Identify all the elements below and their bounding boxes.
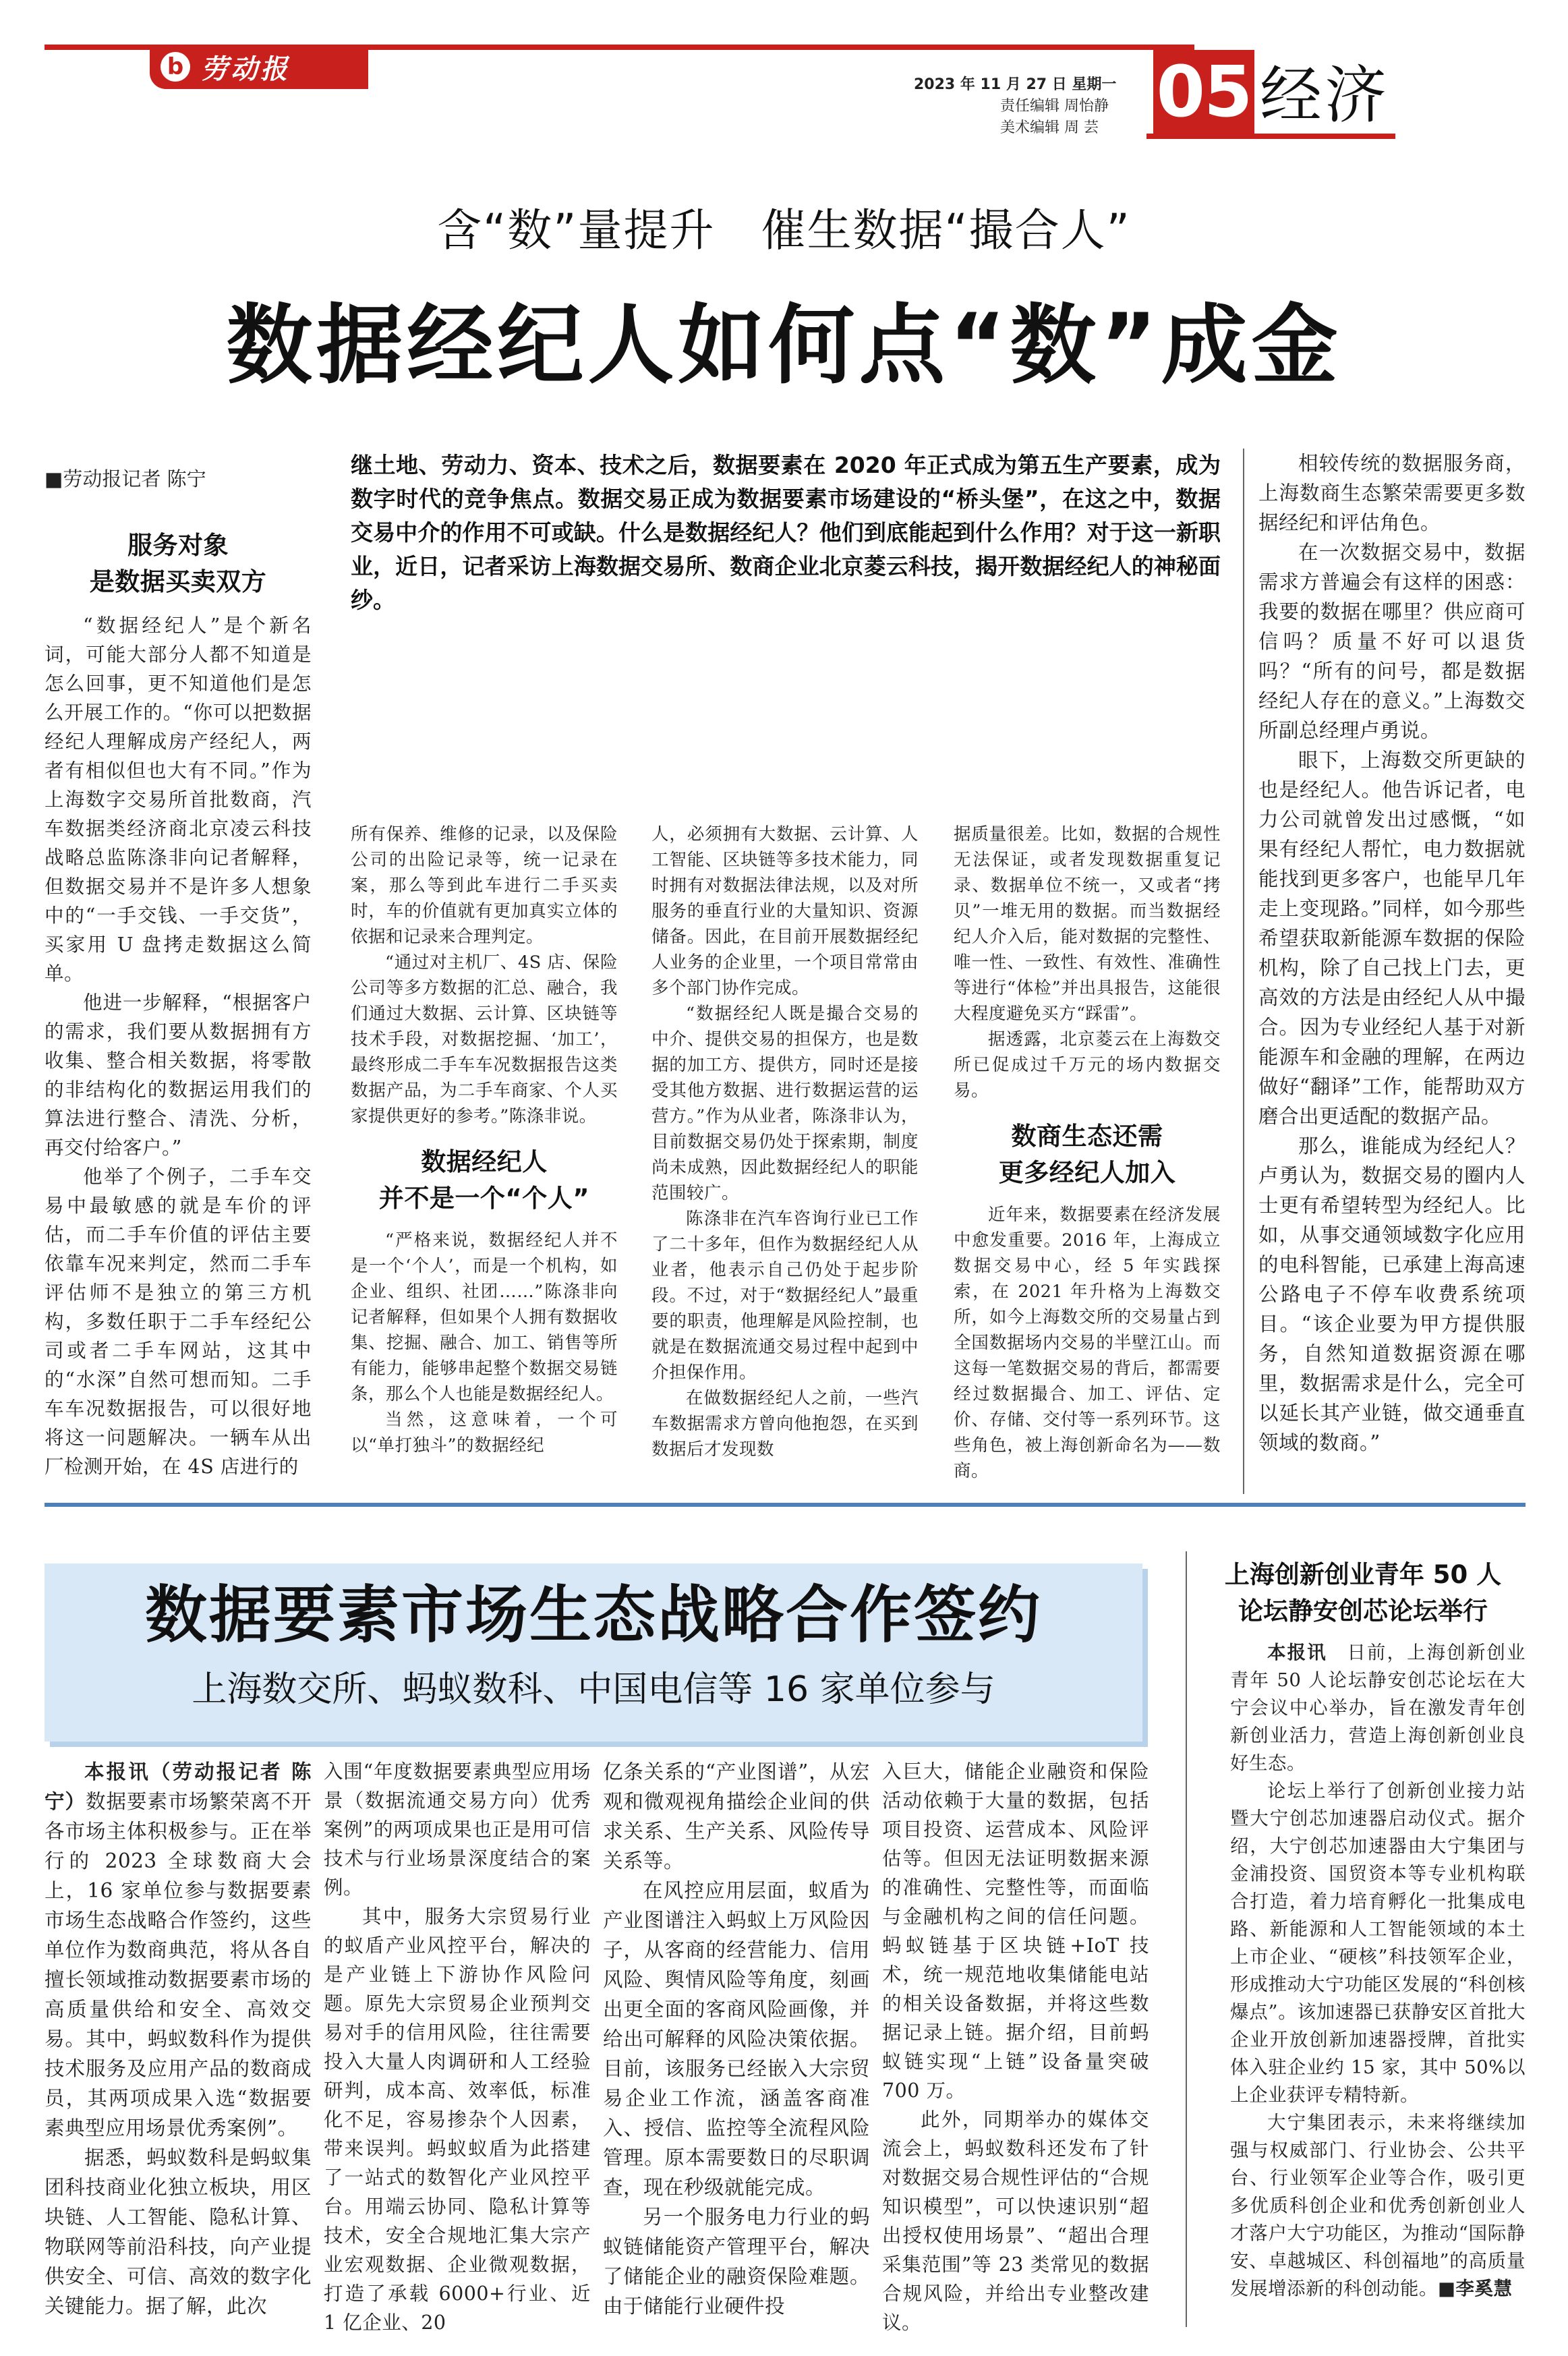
paragraph: 所有保养、维修的记录，以及保险公司的出险记录等，统一记录在案，那么等到此车进行二手买卖时，车的价值就有更加真实立体的依据和记录来合理判定。 [351, 824, 618, 947]
paragraph: 入围“年度数据要素典型应用场景（数据流通交易方向）优秀案例”的两项成果也正是用可信技术与行业场景深度结合的案例。 [324, 1760, 591, 1899]
editor-line: 责任编辑 周怡静 [1000, 98, 1109, 115]
paragraph: 当然，这意味着，一个可以“单打独斗”的数据经纪 [351, 1410, 618, 1456]
masthead-info [914, 74, 1143, 139]
paragraph: 那么，谁能成为经纪人？卢勇认为，数据交易的圈内人士更有希望转型为经纪人。比如，从事交通领域数字化应用的电科智能，已承建上海高速公路电子不停车收费系统项目。“该企业要为甲方提供服务，自然知道数据资源在哪里，数据需求是什么，完全可以延长其产业链，做交通垂直领域的数商。” [1258, 1134, 1526, 1454]
article2-column-4 [882, 1757, 1149, 2337]
paragraph: 在做数据经纪人之前，一些汽车数据需求方曾向他抱怨，在买到数据后才发现数 [651, 1388, 919, 1460]
paragraph: 论坛上举行了创新创业接力站暨大宁创芯加速器启动仪式。据介绍，大宁创芯加速器由大宁集团与金浦投资、国贸资本等专业机构联合打造，着力培育孵化一批集成电路、新能源和人工智能领域的本土上市企业、“硬核”科技领军企业，形成推动大宁功能区发展的“科创核爆点”。该加速器已获静安区首批大企业开放创新加速器授牌，首批实体入驻企业约 15 家，其中 50%以上企业获评专精特新。 [1230, 1780, 1526, 2106]
article2-column-2 [324, 1757, 591, 2337]
logo-text: 劳动报 [201, 53, 290, 85]
byline: ■李奚慧 [1438, 2278, 1513, 2299]
page-number: 05 [1153, 50, 1254, 134]
paragraph: 其中，服务大宗贸易行业的蚁盾产业风控平台，解决的是产业链上下游协作风险问题。原先大宗贸易企业预判交易对手的信用风险，往往需要投入大量人肉调研和人工经验研判，成本高、效率低，标准化不足，容易掺杂个人因素，带来误判。蚂蚁蚁盾为此搭建了一站式的数智化产业风控平台。用端云协同、隐私计算等技术，安全合规地汇集大宗产业宏观数据、企业微观数据，打造了承载 6000+行业、近 1 亿企业、20 [324, 1905, 591, 2334]
paragraph: 近年来，数据要素在经济发展中愈发重要。2016 年，上海成立数据交易中心，经 5 年实践探索，在 2021 年升格为上海数交所，如今上海数交所的交易量占到全国数据场内交易的半壁江山。而这每一笔数据交易的背后，都需要经过数据撮合、加工、评估、定价、存储、交付等一系列环节。这些角色，被上海创新命名为——数商。 [954, 1205, 1221, 1481]
logo-badge [150, 45, 368, 89]
paragraph: “数据经纪人”是个新名词，可能大部分人都不知道是怎么回事，更不知道他们是怎么开展工作的。“你可以把数据经纪人理解成房产经纪人，两者有相似但也大有不同。”作为上海数字交易所首批数商，汽车数据类经济商北京凌云科技战略总监陈涤非向记者解释，但数据交易并不是许多人想象中的“一手交钱、一手交货”，买家用 U 盘拷走数据这么简单。 [45, 614, 312, 985]
article1-byline: ■劳动报记者 陈宁 [45, 467, 206, 490]
paragraph: 陈涤非在汽车咨询行业已工作了二十多年，但作为数据经纪人从业者，他表示自己仍处于起步阶段。不过，对于“数据经纪人”最重要的职责，他理解是风险控制，也就是在数据流通交易过程中起到中介担保作用。 [651, 1209, 919, 1383]
masthead-bottom-rule [1146, 134, 1395, 139]
paragraph: “通过对主机厂、4S 店、保险公司等多方数据的汇总、融合，我们通过大数据、云计算、区块链等技术手段，对数据挖掘、‘加工’，最终形成二手车车况数据报告这类数据产品，为二手车商家、个人买家提供更好的参考。”陈涤非说。 [351, 952, 618, 1126]
date-line: 2023 年 11 月 27 日 星期一 [914, 76, 1117, 93]
paragraph: 在一次数据交易中，数据需求方普遍会有这样的困惑：我要的数据在哪里？供应商可信吗？质量不好可以退货吗？“所有的问号，都是数据经纪人存在的意义。”上海数交所副总经理卢勇说。 [1258, 541, 1526, 742]
article3-headline: 上海创新创业青年 50 人 论坛静安创芯论坛举行 [1224, 1560, 1502, 1626]
article1-kicker: 含“数”量提升 催生数据“撮合人” [437, 204, 1131, 256]
dateline: 本报讯 [1267, 1642, 1327, 1663]
article1-column-3 [651, 822, 919, 1462]
paragraph: 他举了个例子，二手车交易中最敏感的就是车价的评估，而二手车价值的评估主要依靠车况来判定，然而二手车评估师不是独立的第三方机构，多数任职于二手车经纪公司或者二手车网站，这其中的“水深”自然可想而知。二手车车况数据报告，可以很好地将这一问题解决。一辆车从出厂检测开始，在 4S 店进行的 [45, 1166, 312, 1478]
article2-headline: 数据要素市场生态战略合作签约 [144, 1579, 1042, 1651]
art-editor-line: 美术编辑 周 芸 [1000, 119, 1099, 136]
paragraph: 数据要素市场繁荣离不开各市场主体积极参与。正在举行的 2023 全球数商大会上，16 家单位参与数据要素市场生态战略合作签约，这些单位作为数商典范，将从各自擅长领域推动数据要素市场的高质量供给和安全、高效交易。其中，蚂蚁数科作为提供技术服务及应用产品的数商成员，其两项成果入选“数据要素典型应用场景优秀案例”。 [45, 1790, 312, 2139]
section-name: 经济 [1260, 59, 1390, 132]
logo-icon: b [161, 52, 190, 82]
dateline: 本报讯（劳动报记者 陈宁） [45, 1760, 312, 1813]
paragraph: 在风控应用层面，蚁盾为产业图谱注入蚂蚁上万风险因子，从客商的经营能力、信用风险、舆情风险等角度，刻画出更全面的客商风险画像，并给出可解释的风险决策依据。目前，该服务已经嵌入大宗贸易企业工作流，涵盖客商准入、授信、监控等全流程风险管理。原本需要数日的尽职调查，现在秒级就能完成。 [603, 1879, 870, 2199]
article1-column-2 [351, 822, 618, 1458]
paragraph: 日前，上海创新创业青年 50 人论坛静安创芯论坛在大宁会议中心举办，旨在激发青年创新创业活力，营造上海创新创业良好生态。 [1230, 1642, 1526, 1774]
article2-subheadline: 上海数交所、蚂蚁数科、中国电信等 16 家单位参与 [192, 1669, 995, 1710]
article2-column-1 [45, 1757, 312, 2321]
paragraph: 他进一步解释，“根据客户的需求，我们要从数据拥有方收集、整合相关数据，将零散的非结构化的数据运用我们的算法进行整合、清洗、分析，再交付给客户。” [45, 992, 312, 1159]
article3-body [1230, 1639, 1526, 2303]
article1-subhead-3: 数商生态还需 更多经纪人加入 [998, 1122, 1176, 1187]
article1-headline: 数据经纪人如何点“数”成金 [226, 295, 1342, 396]
article1-subhead-1: 服务对象 是数据买卖双方 [89, 531, 267, 596]
article1-column-1 [45, 513, 312, 1481]
paragraph: 据质量很差。比如，数据的合规性无法保证，或者发现数据重复记录、数据单位不统一，又或者“拷贝”一堆无用的数据。而当数据经纪人介入后，能对数据的完整性、唯一性、一致性、有效性、准确性等进行“体检”并出具报告，这能很大程度避免买方“踩雷”。 [954, 824, 1221, 1024]
paragraph: 亿条关系的“产业图谱”，从宏观和微观视角描绘企业间的供求关系、生产关系、风险传导关系等。 [603, 1760, 870, 1872]
paragraph: “严格来说，数据经纪人并不是一个‘个人’，而是一个机构，如企业、组织、社团……”陈涤非向记者解释，但如果个人拥有数据收集、挖掘、融合、加工、销售等所有能力，能够串起整个数据交易链条，那么个人也能是数据经纪人。 [351, 1230, 618, 1404]
paragraph: “数据经纪人既是撮合交易的中介、提供交易的担保方，也是数据的加工方、提供方，同时还是接受其他方数据、进行数据运营的运营方。”作为从业者，陈涤非认为，目前数据交易仍处于探索期，制度尚未成熟，因此数据经纪人的职能范围较广。 [651, 1004, 919, 1203]
article2-column-3 [603, 1757, 870, 2321]
article1-column-4 [954, 822, 1221, 1484]
paragraph: 另一个服务电力行业的蚂蚁链储能资产管理平台，解决了储能企业的融资保险难题。由于储能行业硬件投 [603, 2206, 870, 2318]
paragraph: 眼下，上海数交所更缺的也是经纪人。他告诉记者，电力公司就曾发出过感慨，“如果有经纪人帮忙，电力数据就能找到更多客户，也能早几年走上变现路。”同样，如今那些希望获取新能源车数据的保险机构，除了自己找上门去，更高效的方法是由经纪人从中撮合。因为专业经纪人基于对新能源车和金融的理解，在两边做好“翻译”工作，能帮助双方磨合出更适配的数据产品。 [1258, 749, 1526, 1128]
paragraph: 相较传统的数据服务商，上海数商生态繁荣需要更多数据经纪和评估角色。 [1258, 452, 1526, 534]
paragraph: 入巨大，储能企业融资和保险活动依赖于大量的数据，包括项目投资、运营成本、风险评估等。但因无法证明数据来源的准确性、完整性等，而面临与金融机构之间的信任问题。蚂蚁链基于区块链+IoT 技术，统一规范地收集储能电站的相关设备数据，并将这些数据记录上链。据介绍，目前蚂蚁链实现“上链”设备量突破 700 万。 [882, 1760, 1149, 2102]
paragraph: 人，必须拥有大数据、云计算、人工智能、区块链等多技术能力，同时拥有对数据法律法规，以及对所服务的垂直行业的大量知识、资源储备。因此，在目前开展数据经纪人业务的企业里，一个项目常常由多个部门协作完成。 [651, 824, 919, 998]
article1-lead: 继土地、劳动力、资本、技术之后，数据要素在 2020 年正式成为第五生产要素，成为数字时代的竞争焦点。数据交易正成为数据要素市场建设的“桥头堡”，在这之中，数据交易中介的作用不可或缺。什么是数据经纪人？他们到底能起到什么作用？对于这一新职业，近日，记者采访上海数据交易所、数商企业北京菱云科技，揭开数据经纪人的神秘面纱。 [351, 452, 1221, 613]
paragraph: 大宁集团表示，未来将继续加强与权威部门、行业协会、公共平台、行业领军企业等合作，吸引更多优质科创企业和优秀创新创业人才落户大宁功能区，为推动“国际静安、卓越城区、科创福地”的高质量发展增添新的科创动能。 [1230, 2112, 1526, 2299]
paragraph: 据透露，北京菱云在上海数交所已促成过千万元的场内数据交易。 [954, 1029, 1221, 1101]
article1-column-5 [1258, 449, 1526, 1458]
col-divider [1243, 449, 1244, 1494]
paragraph: 此外，同期举办的媒体交流会上，蚂蚁数科还发布了针对数据交易合规性评估的“合规知识模型”，可以快速识别“超出授权使用场景”、“超出合理采集范围”等 23 类常见的数据合规风险，并给出专业整改建议。 [882, 2108, 1149, 2334]
col-divider [1186, 1551, 1187, 2327]
paragraph: 据悉，蚂蚁数科是蚂蚁集团科技商业化独立板块，用区块链、人工智能、隐私计算、物联网等前沿科技，向产业提供安全、可信、高效的数字化关键能力。据了解，此次 [45, 2146, 312, 2318]
section-divider [45, 1503, 1526, 1507]
article1-subhead-2: 数据经纪人 并不是一个“个人” [378, 1147, 590, 1213]
